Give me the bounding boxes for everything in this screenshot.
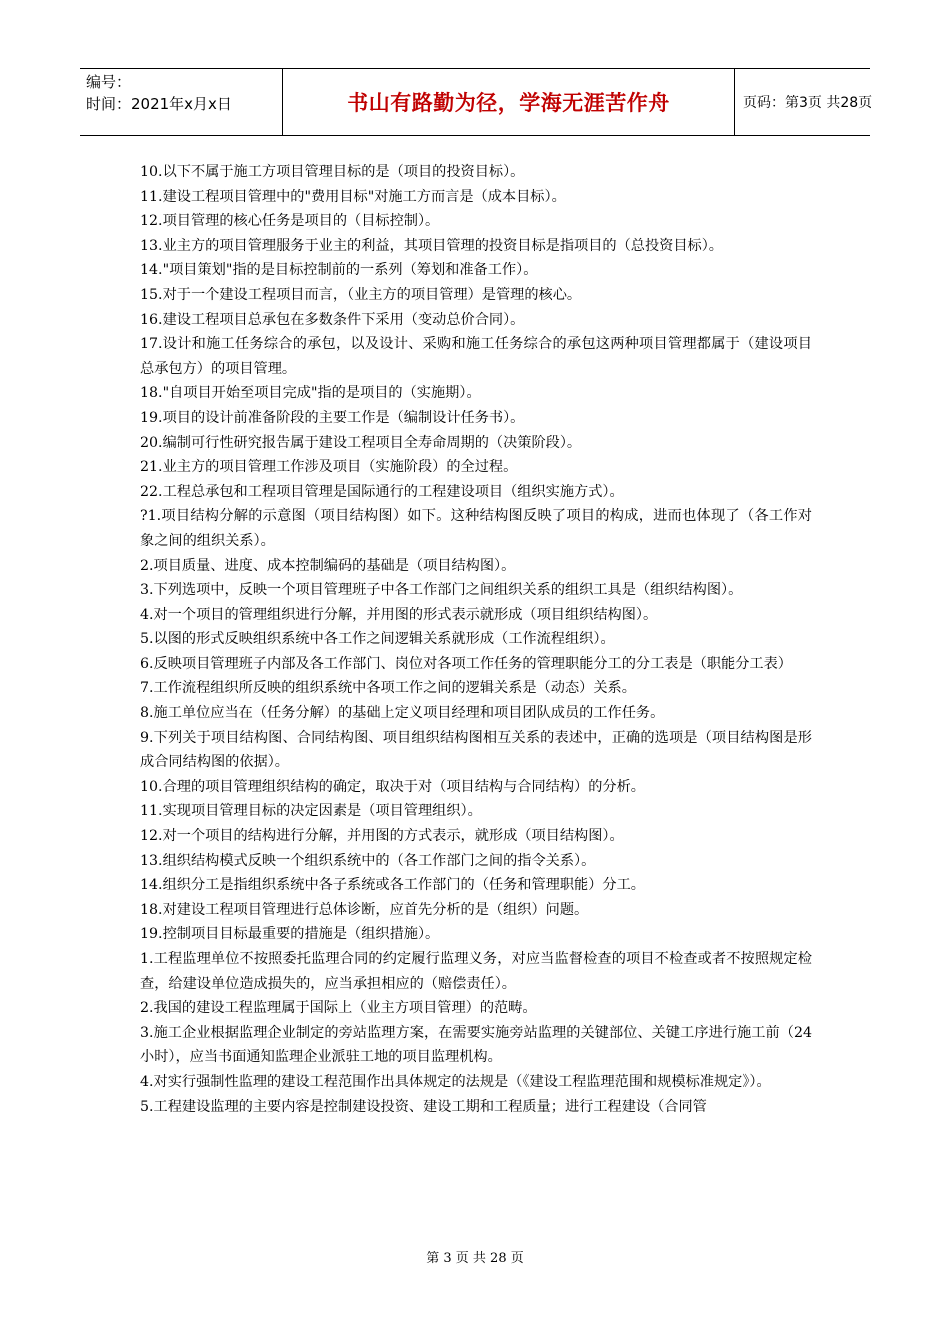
number-label: 编号： (86, 73, 132, 91)
question-line: 19.项目的设计前准备阶段的主要工作是（编制设计任务书）。 (140, 409, 525, 426)
question-line: 18.对建设工程项目管理进行总体诊断，应首先分析的是（组织）问题。 (140, 901, 589, 918)
question-line: ?1.项目结构分解的示意图（项目结构图）如下。这种结构图反映了项目的构成，进而也体现了（各工作对象之间的组织关系）。 (140, 508, 812, 549)
slogan: 书山有路勤为径，学海无涯苦作舟 (347, 91, 670, 115)
page-header (80, 68, 873, 136)
document-body (140, 160, 812, 1119)
question-line: 5.以图的形式反映组织系统中各工作之间逻辑关系就形成（工作流程组织）。 (140, 631, 615, 648)
question-line: 9.下列关于项目结构图、合同结构图、项目组织结构图相互关系的表述中，正确的选项是（项目结构图是形成合同结构图的依据）。 (140, 729, 812, 771)
question-line: 12.项目管理的核心任务是项目的（目标控制）。 (140, 213, 440, 230)
header-slogan-cell (283, 69, 735, 135)
question-line: 12.对一个项目的结构进行分解，并用图的方式表示，就形成（项目结构图）。 (140, 828, 624, 845)
question-line: 14.组织分工是指组织系统中各子系统或各工作部门的（任务和管理职能）分工。 (140, 877, 645, 894)
question-line: 18."自项目开始至项目完成"指的是项目的（实施期）。 (140, 385, 481, 402)
question-line: 7.工作流程组织所反映的组织系统中各项工作之间的逻辑关系是（动态）关系。 (140, 680, 636, 697)
time-label: 时间：2021年x月x日 (86, 95, 232, 113)
question-line: 4.对实行强制性监理的建设工程范围作出具体规定的法规是（《建设工程监理范围和规模标准规定》）。 (140, 1073, 771, 1090)
question-line: 21.业主方的项目管理工作涉及项目（实施阶段）的全过程。 (140, 459, 518, 476)
header-meta-cell (80, 69, 283, 135)
question-line: 17.设计和施工任务综合的承包，以及设计、采购和施工任务综合的承包这两种项目管理都属于（建设项目总承包方）的项目管理。 (140, 336, 812, 377)
question-line: 11.实现项目管理目标的决定因素是（项目管理组织）。 (140, 803, 482, 820)
question-line: 16.建设工程项目总承包在多数条件下采用（变动总价合同）。 (140, 311, 525, 328)
question-line: 22.工程总承包和工程项目管理是国际通行的工程建设项目（组织实施方式）。 (140, 483, 624, 500)
question-line: 11.建设工程项目管理中的"费用目标"对施工方而言是（成本目标）。 (140, 188, 566, 205)
question-line: 2.我国的建设工程监理属于国际上（业主方项目管理）的范畴。 (140, 1000, 537, 1017)
question-line: 13.组织结构模式反映一个组织系统中的（各工作部门之间的指令关系）。 (140, 852, 596, 869)
question-line: 3.施工企业根据监理企业制定的旁站监理方案，在需要实施旁站监理的关键部位、关键工序进行施工前（24小时），应当书面通知监理企业派驻工地的项目监理机构。 (140, 1024, 812, 1066)
question-line: 4.对一个项目的管理组织进行分解，并用图的形式表示就形成（项目组织结构图）。 (140, 606, 658, 623)
header-page-cell (735, 69, 873, 135)
question-line: 13.业主方的项目管理服务于业主的利益，其项目管理的投资目标是指项目的（总投资目标）。 (140, 237, 723, 254)
question-line: 3.下列选项中，反映一个项目管理班子中各工作部门之间组织关系的组织工具是（组织结构图）。 (140, 582, 743, 599)
question-line: 2.项目质量、进度、成本控制编码的基础是（项目结构图）。 (140, 557, 516, 574)
question-line: 10.合理的项目管理组织结构的确定，取决于对（项目结构与合同结构）的分析。 (140, 778, 645, 795)
page-label: 页码：第3页 共28页 (743, 95, 873, 111)
question-line: 20.编制可行性研究报告属于建设工程项目全寿命周期的（决策阶段）。 (140, 434, 582, 451)
question-line: 14."项目策划"指的是目标控制前的一系列（筹划和准备工作）。 (140, 262, 538, 279)
question-line: 1.工程监理单位不按照委托监理合同的约定履行监理义务，对应当监督检查的项目不检查或者不按照规定检查，给建设单位造成损失的，应当承担相应的（赔偿责任）。 (140, 951, 812, 992)
question-line: 10.以下不属于施工方项目管理目标的是（项目的投资目标）。 (140, 164, 525, 180)
question-line: 5.工程建设监理的主要内容是控制建设投资、建设工期和工程质量；进行工程建设（合同管 (140, 1098, 707, 1115)
question-line: 15.对于一个建设工程项目而言，（业主方的项目管理）是管理的核心。 (140, 286, 582, 303)
question-line: 19.控制项目目标最重要的措施是（组织措施）。 (140, 926, 440, 943)
question-line: 6.反映项目管理班子内部及各工作部门、岗位对各项工作任务的管理职能分工的分工表是（职能分工表） (140, 655, 792, 672)
question-line: 8.施工单位应当在（任务分解）的基础上定义项目经理和项目团队成员的工作任务。 (140, 705, 665, 722)
page-footer: 第 3 页 共 28 页 (426, 1251, 524, 1266)
